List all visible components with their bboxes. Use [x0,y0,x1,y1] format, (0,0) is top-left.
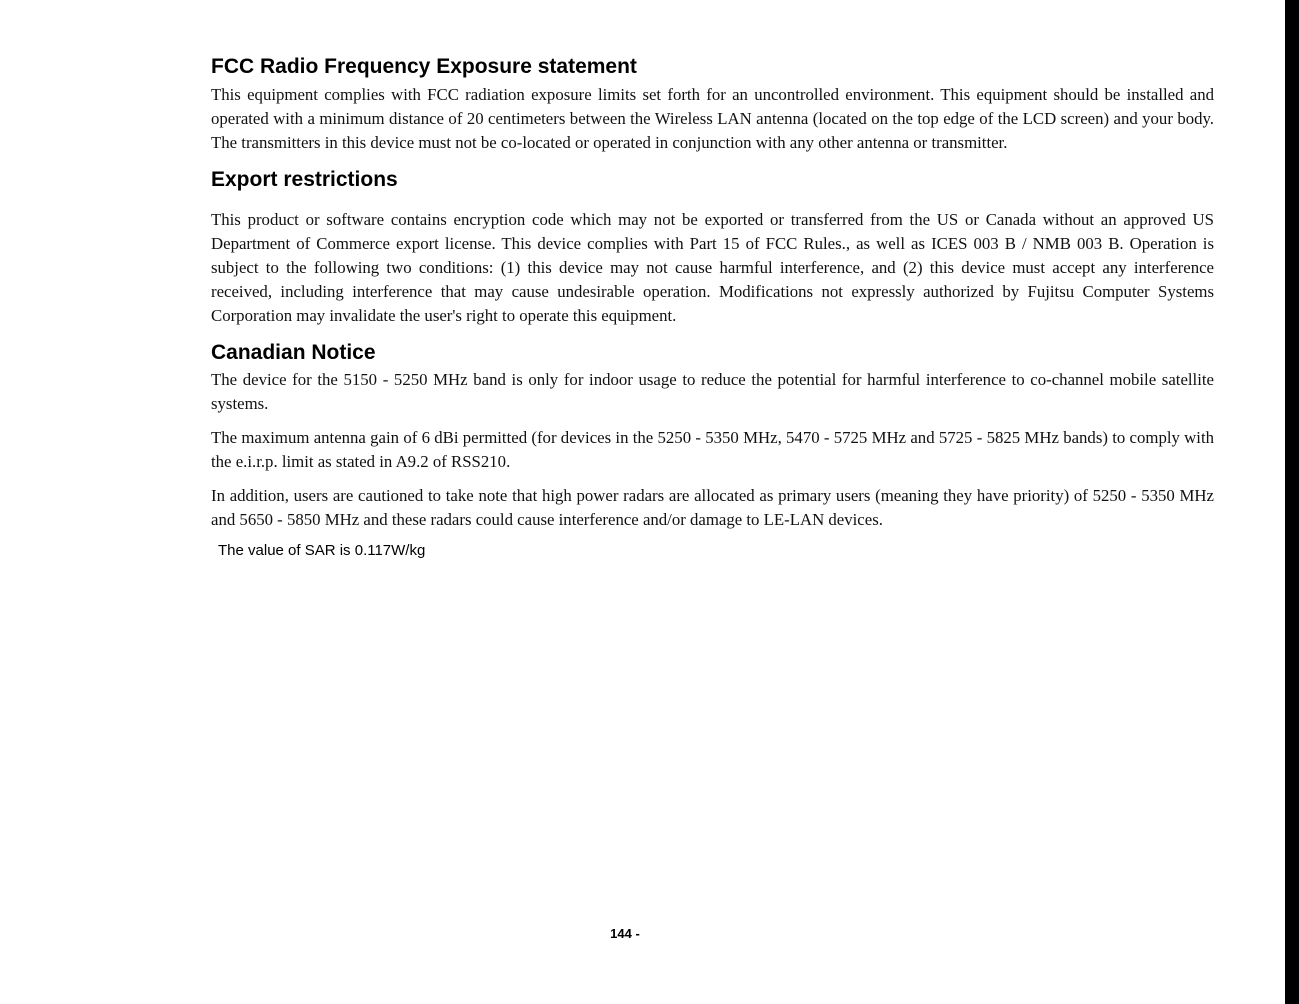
export-section-body: This product or software contains encryption code which may not be exported or transferred from the US or Canada without an approved US Department of Commerce export license. This device complies with Part 15 of FCC Rules., as well as ICES 003 B / NMB 003 B. Operation is subject to the following two conditions: (1) this device may not cause harmful interference, and (2) this device must accept any interference received, including interference that may cause undesirable operation. Modifications not expressly authorized by Fujitsu Computer Systems Corporation may invalidate the user's right to operate this equipment. [211,210,1214,325]
export-section-title: Export restrictions [211,168,398,191]
sar-value-note: The value of SAR is 0.117W/kg [218,542,426,559]
fcc-section-title: FCC Radio Frequency Exposure statement [211,55,637,78]
canadian-section-title: Canadian Notice [211,341,376,364]
page-number: 144 - [610,926,640,941]
canadian-paragraph: The maximum antenna gain of 6 dBi permitted (for devices in the 5250 - 5350 MHz, 5470 - 5725 MHz and 5725 - 5825 MHz bands) to comply with the e.i.r.p. limit as stated in A9.2 of RSS210. [211,428,1214,471]
fcc-section-body: This equipment complies with FCC radiation exposure limits set forth for an uncontrolled environment. This equipment should be installed and operated with a minimum distance of 20 centimeters between the Wireless LAN antenna (located on the top edge of the LCD screen) and your body. The transmitters in this device must not be co-located or operated in conjunction with any other antenna or transmitter. [211,85,1214,152]
canadian-paragraph: The device for the 5150 - 5250 MHz band is only for indoor usage to reduce the potential for harmful interference to co-channel mobile satellite systems. [211,370,1214,413]
canadian-paragraph: In addition, users are cautioned to take note that high power radars are allocated as primary users (meaning they have priority) of 5250 - 5350 MHz and 5650 - 5850 MHz and these radars could cause interference and/or damage to LE-LAN devices. [211,486,1214,529]
page-edge-border [1285,0,1299,1004]
document-content [211,54,1214,560]
